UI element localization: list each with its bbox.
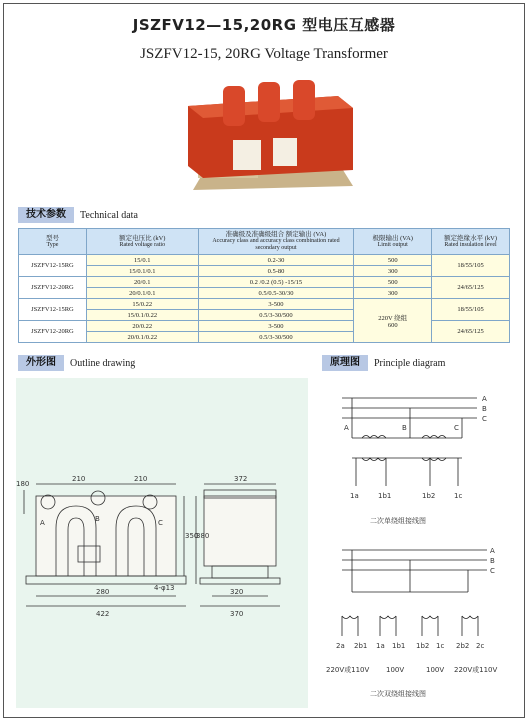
svg-text:370: 370: [230, 610, 244, 618]
principle-section-en: Principle diagram: [374, 357, 446, 369]
outline-section-header: [18, 355, 135, 371]
svg-text:A: A: [490, 547, 495, 555]
principle-section-tag: 原理图: [322, 355, 368, 371]
tech-section-header: [18, 207, 138, 223]
front-view-base: [26, 576, 186, 584]
side-view-base: [200, 578, 280, 584]
outline-section-tag: 外形图: [18, 355, 64, 371]
svg-text:A: A: [482, 395, 487, 403]
product-photo: [163, 78, 373, 196]
svg-text:A: A: [344, 424, 349, 432]
table-row: 15/0.1/0.1 0.5-80 300: [19, 266, 510, 277]
svg-text:1b1: 1b1: [392, 642, 406, 650]
th-ratio: 额定电压比 (kV) Rated voltage ratio: [86, 229, 198, 255]
table-row: JSZFV12-20RG 20/0.22 3-500 24/65/125: [19, 321, 510, 332]
svg-text:320: 320: [230, 588, 244, 596]
outline-drawing: [16, 378, 308, 708]
svg-text:C: C: [482, 415, 487, 423]
table-header-row: [19, 229, 510, 255]
photo-terminal-b: [258, 82, 280, 122]
principle-section-header: [322, 355, 445, 371]
table-row: 20/0.1/0.22 0.5/3-30/500: [19, 332, 510, 343]
svg-text:372: 372: [234, 475, 248, 483]
side-view-body: [204, 496, 276, 566]
spec-table: [18, 228, 510, 343]
svg-text:422: 422: [96, 610, 110, 618]
svg-text:A: A: [40, 519, 45, 527]
svg-text:C: C: [454, 424, 459, 432]
svg-text:100V: 100V: [426, 666, 445, 674]
svg-text:220V或110V: 220V或110V: [454, 666, 498, 674]
svg-text:1c: 1c: [436, 642, 445, 650]
svg-text:C: C: [490, 567, 495, 575]
th-type: 型号 Type: [19, 229, 87, 255]
svg-text:180: 180: [16, 480, 30, 488]
svg-text:210: 210: [72, 475, 86, 483]
svg-text:2b2: 2b2: [456, 642, 470, 650]
svg-text:B: B: [482, 405, 487, 413]
th-limit: 极限输出 (VA) Limit output: [354, 229, 432, 255]
svg-text:4-φ13: 4-φ13: [154, 584, 175, 592]
single-winding-caption: 二次单绕组接线图: [370, 517, 426, 525]
tech-section-en: Technical data: [80, 209, 138, 221]
svg-text:2a: 2a: [336, 642, 345, 650]
svg-text:220V或110V: 220V或110V: [326, 666, 370, 674]
svg-text:2c: 2c: [476, 642, 485, 650]
svg-text:B: B: [490, 557, 495, 565]
svg-text:280: 280: [96, 588, 110, 596]
th-accuracy: 准确级及准确级组合 额定输出 (VA) Accuracy class and accuracy class combination rated secondary output: [198, 229, 354, 255]
outline-section-en: Outline drawing: [70, 357, 136, 369]
photo-window: [233, 140, 261, 170]
photo-terminal-c: [293, 80, 315, 120]
title-chinese: JSZFV12—15,20RG 型电压互感器: [132, 16, 396, 34]
svg-text:C: C: [158, 519, 163, 527]
svg-text:B: B: [95, 515, 100, 523]
svg-text:1a: 1a: [350, 492, 359, 500]
photo-terminal-a: [223, 86, 245, 126]
table-row: JSZFV12-15RG 15/0.1 0.2-30 500 18/55/105: [19, 255, 510, 266]
svg-text:B: B: [402, 424, 407, 432]
principle-diagram-svg: [322, 378, 508, 708]
principle-diagram: [322, 378, 508, 708]
svg-text:1b1: 1b1: [378, 492, 392, 500]
svg-text:350: 350: [185, 532, 199, 540]
svg-text:210: 210: [134, 475, 148, 483]
outline-drawing-svg: [16, 378, 308, 708]
svg-text:1c: 1c: [454, 492, 463, 500]
table-row: JSZFV12-15RG 15/0.22 3-500 220V 绕组 600 18/55/105: [19, 299, 510, 310]
tech-section-tag: 技术参数: [18, 207, 74, 223]
front-view-body: [36, 496, 176, 576]
svg-text:1b2: 1b2: [416, 642, 430, 650]
title-english: JSZFV12-15, 20RG Voltage Transformer: [140, 46, 388, 62]
double-winding-caption: 二次双绕组接线图: [370, 690, 426, 698]
table-row: 20/0.1/0.1 0.5/0.5-30/30 300: [19, 288, 510, 299]
svg-text:100V: 100V: [386, 666, 405, 674]
svg-text:2b1: 2b1: [354, 642, 368, 650]
table-row: JSZFV12-20RG 20/0.1 0.2 /0.2 (0.5) -15/15 500 24/65/125: [19, 277, 510, 288]
svg-text:380: 380: [196, 532, 210, 540]
svg-text:1b2: 1b2: [422, 492, 436, 500]
th-insulation: 额定绝缘水平 (kV) Rated insulation level: [432, 229, 510, 255]
table-row: 15/0.1/0.22 0.5/3-30/500: [19, 310, 510, 321]
svg-text:1a: 1a: [376, 642, 385, 650]
